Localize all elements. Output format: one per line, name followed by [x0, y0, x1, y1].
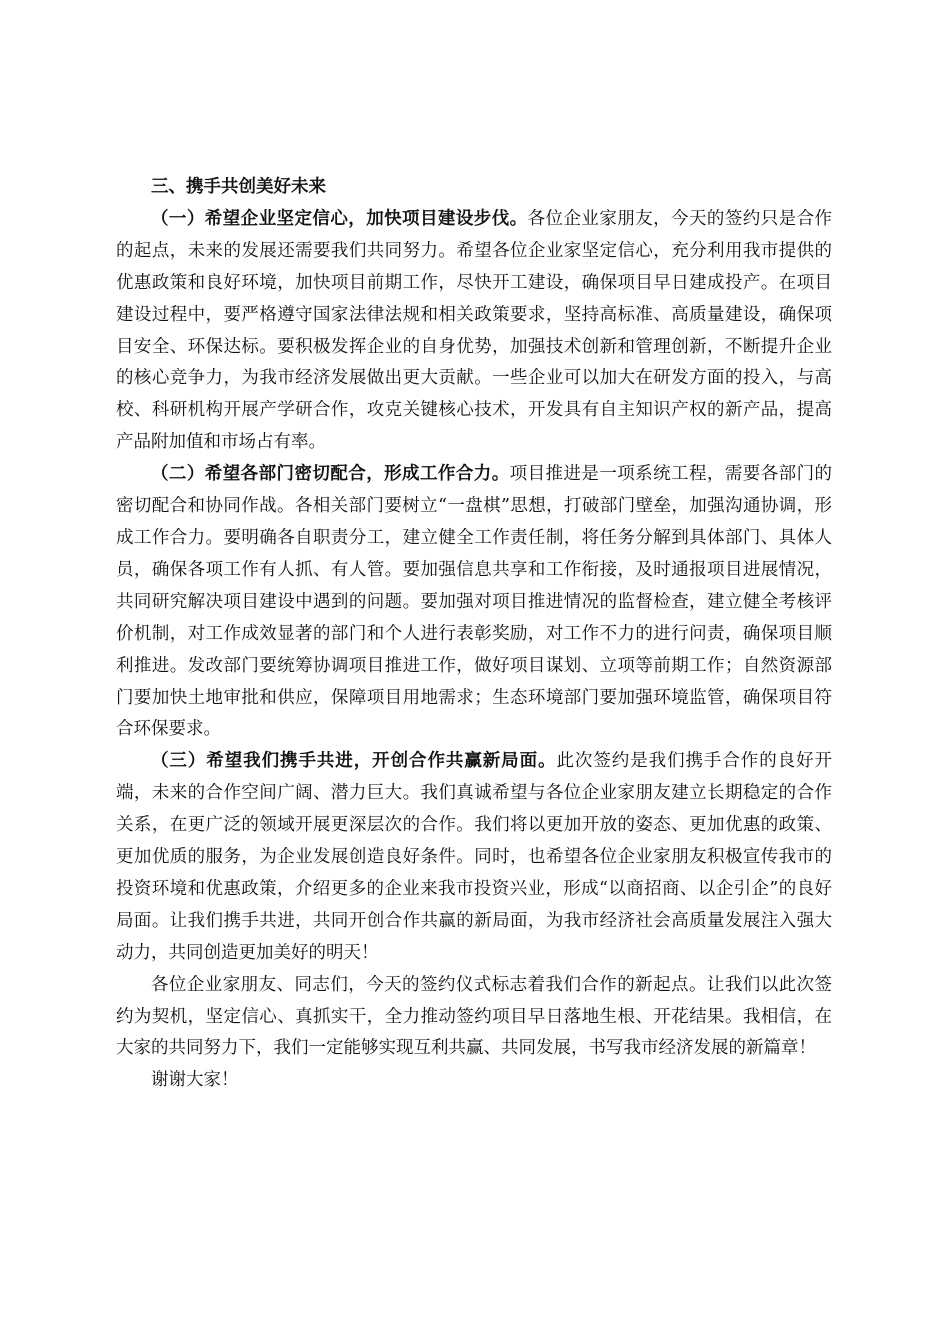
paragraph-1-lead: （一）希望企业坚定信心，加快项目建设步伐。 — [151, 208, 528, 229]
paragraph-3-lead: （三）希望我们携手共进，开创合作共赢新局面。 — [151, 751, 557, 772]
document-body — [116, 172, 832, 1097]
paragraph-2-body: 项目推进是一项系统工程，需要各部门的密切配合和协同作战。各相关部门要树立“一盘棋”思想，打破部门壁垒，加强沟通协调，形成工作合力。要明确各自职责分工，建立健全工作责任制，将任务分解到具体部门、具体人员，确保各项工作有人抓、有人管。要加强信息共享和工作衔接，及时通报项目进展情况，共同研究解决项目建设中遇到的问题。要加强对项目推进情况的监督检查，建立健全考核评价机制，对工作成效显著的部门和个人进行表彰奖励，对工作不力的进行问责，确保项目顺利推进。发改部门要统筹协调项目推进工作，做好项目谋划、立项等前期工作；自然资源部门要加快土地审批和供应，保障项目用地需求；生态环境部门要加强环境监管，确保项目符合环保要求。 — [116, 464, 833, 740]
closing-paragraph: 各位企业家朋友、同志们，今天的签约仪式标志着我们合作的新起点。让我们以此次签约为契机，坚定信心、真抓实干，全力推动签约项目早日落地生根、开花结果。我相信，在大家的共同努力下，我们一定能够实现互利共赢、共同发展，书写我市经济发展的新篇章！ — [116, 974, 832, 1059]
thanks-line: 谢谢大家！ — [151, 1070, 239, 1091]
paragraph-3-body: 此次签约是我们携手合作的良好开端，未来的合作空间广阔、潜力巨大。我们真诚希望与各位企业家朋友建立长期稳定的合作关系，在更广泛的领域开展更深层次的合作。我们将以更加开放的姿态、更加优惠的政策、更加优质的服务，为企业发展创造良好条件。同时，也希望各位企业家朋友积极宣传我市的投资环境和优惠政策，介绍更多的企业来我市投资兴业，形成“以商招商、以企引企”的良好局面。让我们携手共进，共同开创合作共赢的新局面，为我市经济社会高质量发展注入强大动力，共同创造更加美好的明天！ — [116, 751, 833, 963]
paragraph-1-body: 各位企业家朋友，今天的签约只是合作的起点，未来的发展还需要我们共同努力。希望各位企业家坚定信心，充分利用我市提供的优惠政策和良好环境，加快项目前期工作，尽快开工建设，确保项目早日建成投产。在项目建设过程中，要严格遵守国家法律法规和相关政策要求，坚持高标准、高质量建设，确保项目安全、环保达标。要积极发挥企业的自身优势，加强技术创新和管理创新，不断提升企业的核心竞争力，为我市经济发展做出更大贡献。一些企业可以加大在研发方面的投入，与高校、科研机构开展产学研合作，攻克关键核心技术，开发具有自主知识产权的新产品，提高产品附加值和市场占有率。 — [116, 208, 833, 453]
paragraph-2 — [116, 459, 832, 746]
paragraph-2-lead: （二）希望各部门密切配合，形成工作合力。 — [151, 464, 510, 485]
section-heading: 三、携手共创美好未来 — [151, 177, 326, 197]
paragraph-3 — [116, 746, 832, 969]
paragraph-1 — [116, 204, 832, 459]
